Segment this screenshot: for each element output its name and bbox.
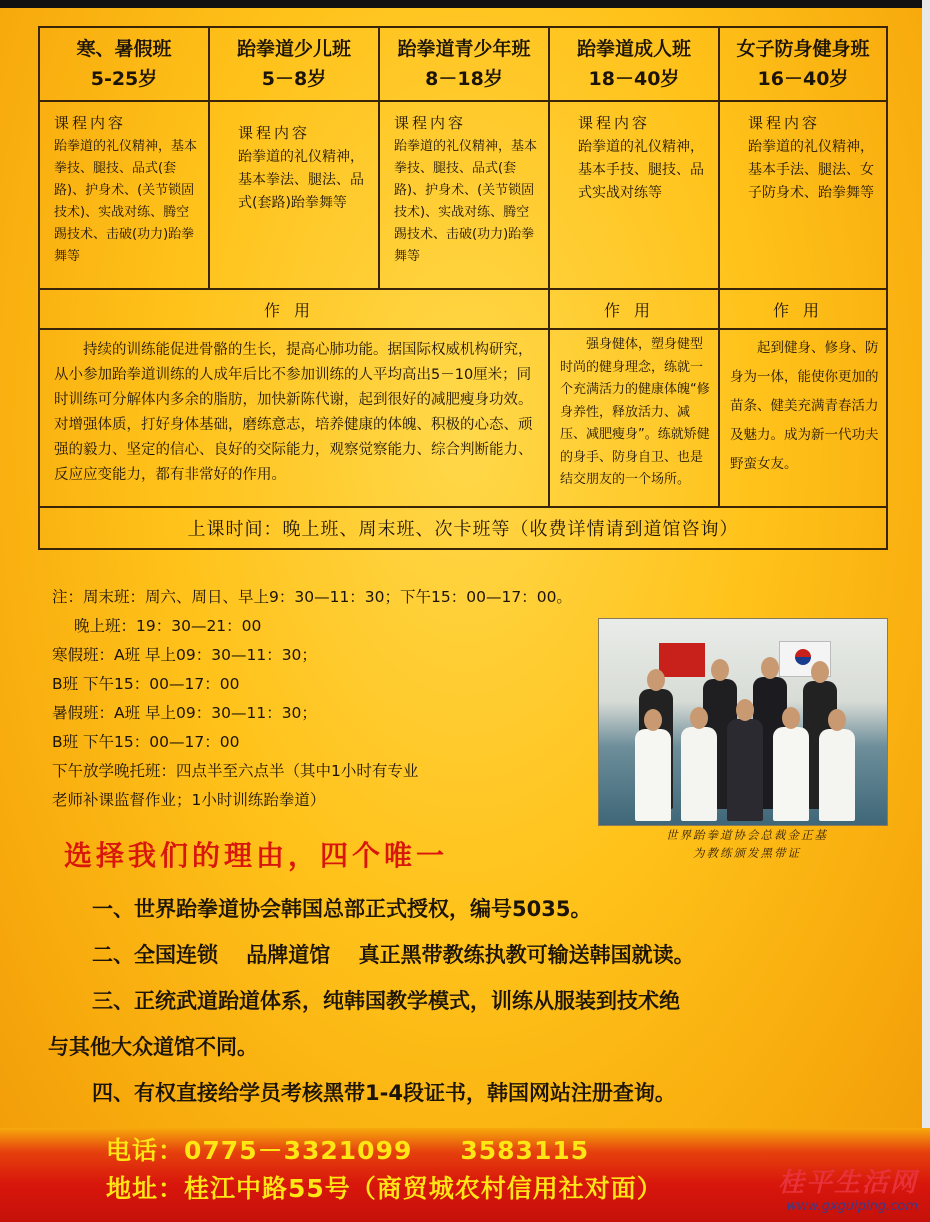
- phone-label: 电话：: [106, 1136, 185, 1165]
- person-figure: [727, 719, 763, 821]
- address-label: 地址：: [106, 1174, 185, 1203]
- reason-item-continued: 与其他大众道馆不同。: [48, 1035, 258, 1059]
- watermark-site-name: 桂平生活网: [777, 1168, 918, 1198]
- course-content-label: 课程内容: [54, 114, 127, 132]
- reason-item: 三、正统武道跆道体系，纯韩国教学模式，训练从服装到技术绝: [92, 989, 680, 1013]
- class-name: 寒、暑假班: [76, 38, 172, 60]
- reasons-list: [48, 886, 888, 1116]
- note-line: 下午放学晚托班：四点半至六点半（其中1小时有专业: [52, 762, 419, 780]
- note-line: 老师补课监督作业；1小时训练跆拳道）: [52, 791, 326, 809]
- class-ages: 5-25岁: [90, 68, 158, 90]
- taeguk-icon: [795, 649, 811, 665]
- course-content-row: [39, 101, 887, 289]
- course-content-youth: [379, 101, 549, 289]
- effect-label-general: 作用: [39, 289, 549, 329]
- person-figure: [773, 727, 809, 821]
- course-content-adult: [549, 101, 719, 289]
- course-content-text: 跆拳道的礼仪精神，基本拳法、腿法、品式(套路)跆拳舞等: [238, 149, 364, 211]
- site-watermark: [778, 1162, 918, 1214]
- photo-caption-line: 为教练颁发黑带证: [693, 846, 801, 860]
- effect-header-row: [39, 289, 887, 329]
- class-header-winter-summer: [39, 27, 209, 101]
- course-content-label: 课程内容: [394, 114, 467, 132]
- class-ages: 18－40岁: [588, 68, 680, 90]
- course-content-text: 跆拳道的礼仪精神，基本拳技、腿技、品式(套路)、护身术、(关节锁固技术)、实战对练、腾空踢技术、击破(功力)跆拳舞等: [54, 139, 198, 264]
- contact-info: [106, 1132, 663, 1208]
- note-line: 晚上班：19：30—21：00: [74, 617, 262, 635]
- course-content-label: 课程内容: [748, 114, 821, 132]
- phone-line: [106, 1132, 663, 1170]
- reasons-title: 选择我们的理由，四个唯一: [64, 839, 449, 872]
- person-head: [782, 707, 800, 729]
- course-content-winter-summer: [39, 101, 209, 289]
- class-name: 跆拳道青少年班: [397, 38, 531, 60]
- photo-caption: [612, 826, 882, 862]
- phone-number[interactable]: 3583115: [460, 1136, 590, 1165]
- note-line: B班 下午15：00—17：00: [52, 733, 240, 751]
- note-line: 寒假班：A班 早上09：30—11：30；: [52, 646, 317, 664]
- effect-content-row: [39, 329, 887, 507]
- class-ages: 8－18岁: [425, 68, 503, 90]
- class-header-women: [719, 27, 887, 101]
- watermark-url: www.gxguiping.com: [786, 1199, 918, 1214]
- course-content-women: [719, 101, 887, 289]
- person-figure: [635, 729, 671, 821]
- class-ages: 5－8岁: [261, 68, 327, 90]
- class-schedule-table: [38, 26, 888, 550]
- class-header-adult: [549, 27, 719, 101]
- person-head: [690, 707, 708, 729]
- class-ages: 16－40岁: [757, 68, 849, 90]
- china-flag-icon: [659, 643, 705, 677]
- right-margin-strip: [922, 0, 930, 1222]
- course-content-label: 课程内容: [238, 124, 311, 142]
- person-head: [811, 661, 829, 683]
- course-content-text: 跆拳道的礼仪精神，基本手法、腿法、女子防身术、跆拳舞等: [748, 139, 874, 201]
- person-head: [761, 657, 779, 679]
- reason-item: 四、有权直接给学员考核黑带1-4段证书，韩国网站注册查询。: [92, 1081, 676, 1105]
- course-content-text: 跆拳道的礼仪精神，基本拳技、腿技、品式(套路)、护身术、(关节锁固技术)、实战对练、腾空踢技术、击破(功力)跆拳舞等: [394, 139, 538, 264]
- class-name: 跆拳道少儿班: [236, 38, 351, 60]
- effect-label-adult: 作用: [549, 289, 719, 329]
- person-head: [644, 709, 662, 731]
- schedule-notes: [52, 583, 612, 815]
- course-content-label: 课程内容: [578, 114, 651, 132]
- photo-caption-line: 世界跆拳道协会总裁金正基: [666, 828, 828, 842]
- address-line: [106, 1170, 663, 1208]
- person-head: [828, 709, 846, 731]
- address-text: 桂江中路55号（商贸城农村信用社对面）: [184, 1174, 663, 1203]
- person-figure: [819, 729, 855, 821]
- class-time-row: [39, 507, 887, 549]
- class-header-youth: [379, 27, 549, 101]
- person-head: [736, 699, 754, 721]
- class-time-text: 上课时间：晚上班、周末班、次卡班等（收费详情请到道馆咨询）: [39, 507, 887, 549]
- note-line: B班 下午15：00—17：00: [52, 675, 240, 693]
- reason-item: 一、世界跆拳道协会韩国总部正式授权，编号5035。: [92, 897, 592, 921]
- group-photo: [598, 618, 888, 826]
- effect-label-women: 作用: [719, 289, 887, 329]
- person-head: [647, 669, 665, 691]
- person-head: [711, 659, 729, 681]
- effect-text-adult: 强身健体，塑身健型时尚的健身理念，练就一个充满活力的健康体魄“修身养性，释放活力、减压、减肥瘦身”。练就矫健的身手、防身自卫、也是结交朋友的一个场所。: [549, 329, 719, 507]
- course-content-children: [209, 101, 379, 289]
- class-header-children: [209, 27, 379, 101]
- top-border-strip: [0, 0, 930, 8]
- person-figure: [681, 727, 717, 821]
- effect-text-general: 持续的训练能促进骨骼的生长，提高心肺功能。据国际权威机构研究，从小参加跆拳道训练的人成年后比不参加训练的人平均高出5－10厘米；同时训练可分解体内多余的脂肪，加快新陈代谢，起到很好的减肥瘦身功效。对增强体质，打好身体基础，磨练意志，培养健康的体魄、积极的心态、顽强的毅力、坚定的信心、良好的交际能力，观察觉察能力、综合判断能力、反应应变能力，都有非常好的作用。: [39, 329, 549, 507]
- effect-text-women: 起到健身、修身、防身为一体，能使你更加的苗条、健美充满青春活力及魅力。成为新一代功夫野蛮女友。: [719, 329, 887, 507]
- class-header-row: [39, 27, 887, 101]
- course-content-text: 跆拳道的礼仪精神，基本手技、腿技、品式实战对练等: [578, 139, 704, 201]
- note-line: 注：周末班：周六、周日、早上9：30—11：30；下午15：00—17：00。: [52, 588, 572, 606]
- reason-item: 二、全国连锁 品牌道馆 真正黑带教练执教可输送韩国就读。: [92, 943, 695, 967]
- class-name: 跆拳道成人班: [576, 38, 691, 60]
- note-line: 暑假班：A班 早上09：30—11：30；: [52, 704, 317, 722]
- class-name: 女子防身健身班: [736, 38, 870, 60]
- phone-number[interactable]: 0775－3321099: [184, 1136, 413, 1165]
